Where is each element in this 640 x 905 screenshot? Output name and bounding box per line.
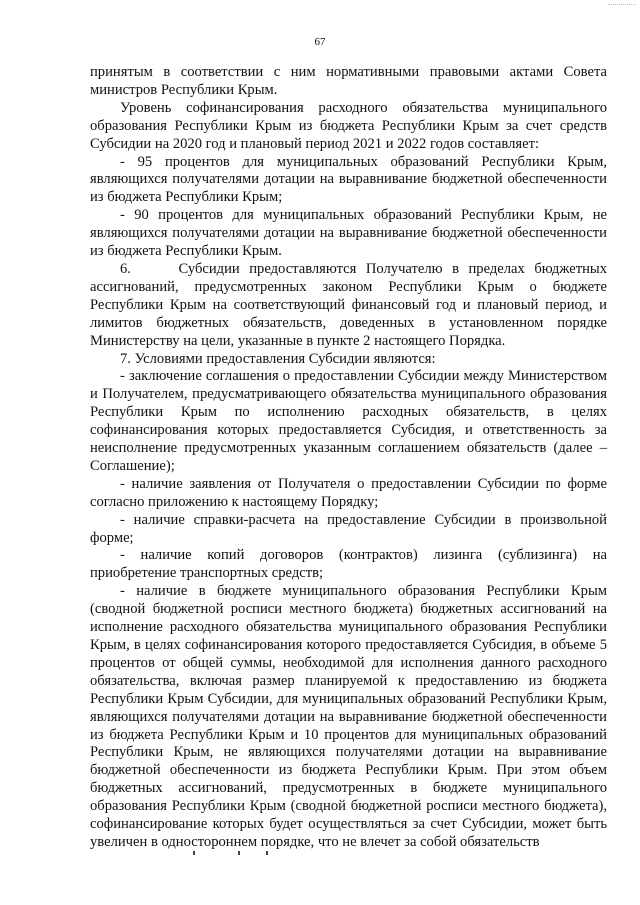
scan-corner-mark: [608, 0, 636, 5]
paragraph-7: - заключение соглашения о предоставлении Субсидии между Министерством и Получателем, предусматривающего обязательства муниципального образования Республики Крым по исполнению расходных обязательств, в целях софинансирования которых предоставляется Субсидия, и ответственность за неисполнение предусмотренных указанным соглашением обязательств (далее – Соглашение);: [90, 368, 607, 474]
scan-speck: [238, 851, 240, 855]
page-number: 67: [314, 36, 326, 48]
document-body: [90, 64, 607, 852]
paragraph-2: Уровень софинансирования расходного обязательства муниципального образования Республики Крым из бюджета Республики Крым за счет средств Субсидии на 2020 год и плановый период 2021 и 2022 годов составляет:: [90, 99, 607, 152]
scan-speck: [266, 851, 268, 855]
scan-speck: [193, 851, 195, 855]
paragraph-3: - 95 процентов для муниципальных образований Республики Крым, являющихся получателями дотации на выравнивание бюджетной обеспеченности из бюджета Республики Крым;: [90, 153, 607, 206]
paragraph-11: - наличие в бюджете муниципального образования Республики Крым (сводной бюджетной росписи местного бюджета) бюджетных ассигнований на исполнение расходного обязательства муниципального образования Республики Крым, в целях софинансирования которого предоставляется Субсидия, в объеме 5 процентов от общей суммы, необходимой для исполнения данного расходного обязательства, включая размер планируемой к предоставлению из бюджета Республики Крым Субсидии, для муниципальных образований Республики Крым, являющихся получателями дотации на выравнивание бюджетной обеспеченности из бюджета Республики Крым и 10 процентов для муниципальных образований Республики Крым, не являющихся получателями дотации на выравнивание бюджетной обеспеченности из бюджета Республики Крым. При этом объем бюджетных ассигнований, предусмотренных в бюджете муниципального образования Республики Крым (сводной бюджетной росписи местного бюджета), софинансирование которых будет осуществляться за счет Субсидии, может быть увеличен в одностороннем порядке, что не влечет за собой обязательств: [90, 583, 607, 850]
paragraph-6: 7. Условиями предоставления Субсидии являются:: [120, 350, 436, 367]
paragraph-10: - наличие копий договоров (контрактов) лизинга (сублизинга) на приобретение транспортных средств;: [90, 547, 607, 582]
paragraph-8: - наличие заявления от Получателя о предоставлении Субсидии по форме согласно приложению к настоящему Порядку;: [90, 475, 607, 510]
paragraph-4: - 90 процентов для муниципальных образований Республики Крым, не являющихся получателями дотации на выравнивание бюджетной обеспеченности из бюджета Республики Крым.: [90, 207, 607, 260]
paragraph-1: принятым в соответствии с ним нормативными правовыми актами Совета министров Республики Крым.: [90, 64, 607, 98]
paragraph-5: 6. Субсидии предоставляются Получателю в пределах бюджетных ассигнований, предусмотренных законом Республики Крым о бюджете Республики Крым на соответствующий финансовый год и плановый период, и лимитов бюджетных обязательств, доведенных в установленном порядке Министерству на цели, указанные в пункте 2 настоящего Порядка.: [90, 260, 607, 349]
paragraph-9: - наличие справки-расчета на предоставление Субсидии в произвольной форме;: [90, 511, 607, 546]
